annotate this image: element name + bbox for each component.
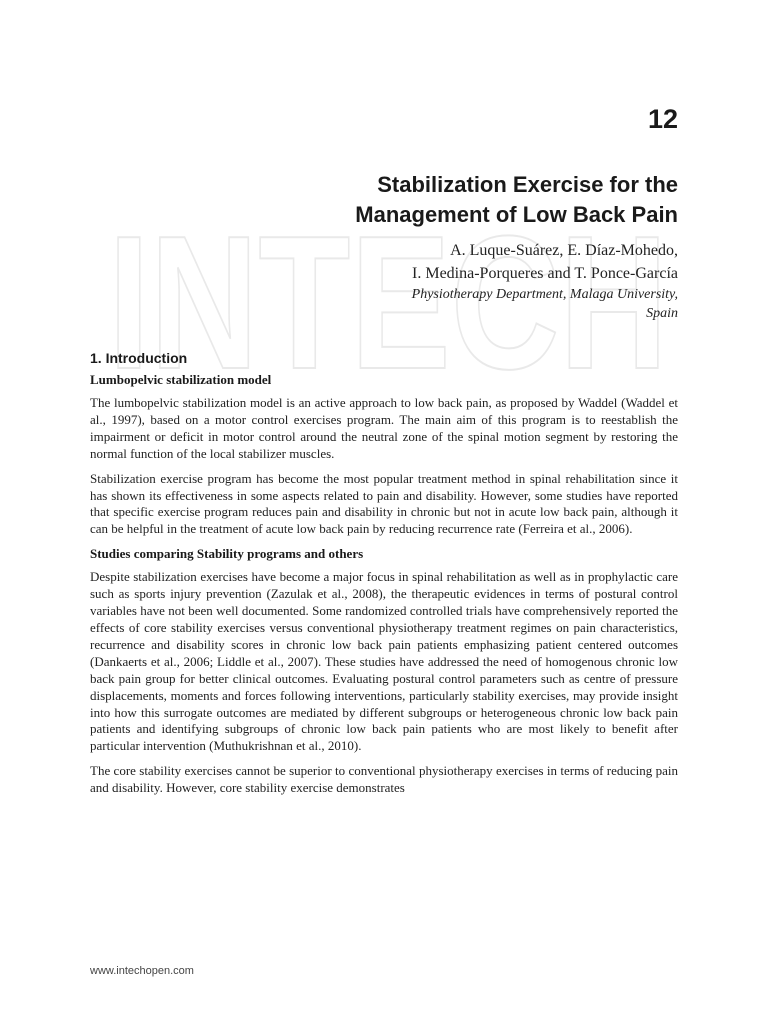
author-list bbox=[118, 239, 678, 285]
author-line: A. Luque-Suárez, E. Díaz-Mohedo, bbox=[450, 242, 678, 259]
section-heading: 1. Introduction bbox=[90, 350, 188, 366]
chapter-body bbox=[90, 350, 678, 805]
chapter-title-line: Management of Low Back Pain bbox=[355, 202, 678, 227]
subheading-lumbopelvic: Lumbopelvic stabilization model bbox=[90, 372, 272, 387]
chapter-title-line: Stabilization Exercise for the bbox=[377, 172, 678, 197]
paragraph: Despite stabilization exercises have become a major focus in spinal rehabilitation as well as in prophylactic care such as sports injury prevention (Zazulak et al., 2008), the therapeutic evidences in terms of postural control variables have not been well documented. Some randomized controlled trials have comprehensively reported the effects of core stability exercises versus conventional physiotherapy treatment regimes on pain characteristics, recurrence and disability scores in chronic low back pain patients emphasizing patient centered outcomes (Dankaerts et al., 2006; Liddle et al., 2007). These studies have addressed the need of homogenous chronic low back pain group for better clinical outcomes. Evaluating postural control parameters such as centre of pressure displacements, moments and forces following interventions, particularly stability exercises, may provide insight into how this surrogate outcomes are mediated by different subgroups or heterogeneous chronic low back pain patients and identifying subgroups of chronic low back pain patients who are most likely to benefit after particular intervention (Muthukrishnan et al., 2010). bbox=[90, 569, 678, 754]
affiliation bbox=[118, 285, 678, 323]
chapter-number: 12 bbox=[647, 104, 678, 134]
affiliation-line: Spain bbox=[646, 306, 678, 321]
subheading-studies: Studies comparing Stability programs and others bbox=[90, 546, 364, 562]
paragraph: Stabilization exercise program has become the most popular treatment method in spinal rehabilitation since it has shown its effectiveness in some aspects related to pain and disability. However, some studies have reported that specific exercise program reduces pain and disability in chronic but not in acute low back pain, although it can be helpful in the treatment of acute low back pain by reducing recurrence rate (Ferreira et al., 2006). bbox=[90, 470, 678, 537]
footer-url: www.intechopen.com bbox=[90, 965, 194, 977]
author-line: I. Medina-Porqueres and T. Ponce-García bbox=[412, 265, 678, 282]
watermark-text: INTECH bbox=[108, 218, 668, 378]
affiliation-line: Physiotherapy Department, Malaga University, bbox=[411, 287, 678, 302]
chapter-title bbox=[158, 170, 678, 230]
paragraph: The core stability exercises cannot be superior to conventional physiotherapy exercises in terms of reducing pain and disability. However, core stability exercise demonstrates bbox=[90, 763, 678, 796]
paragraph: The lumbopelvic stabilization model is an active approach to low back pain, as proposed by Waddel (Waddel et al., 1997), based on a motor control exercises program. The main aim of this program is to reestablish the impairment or deficit in motor control around the neutral zone of the spinal motion segment by restoring the normal function of the local stabilizer muscles. bbox=[90, 395, 678, 461]
